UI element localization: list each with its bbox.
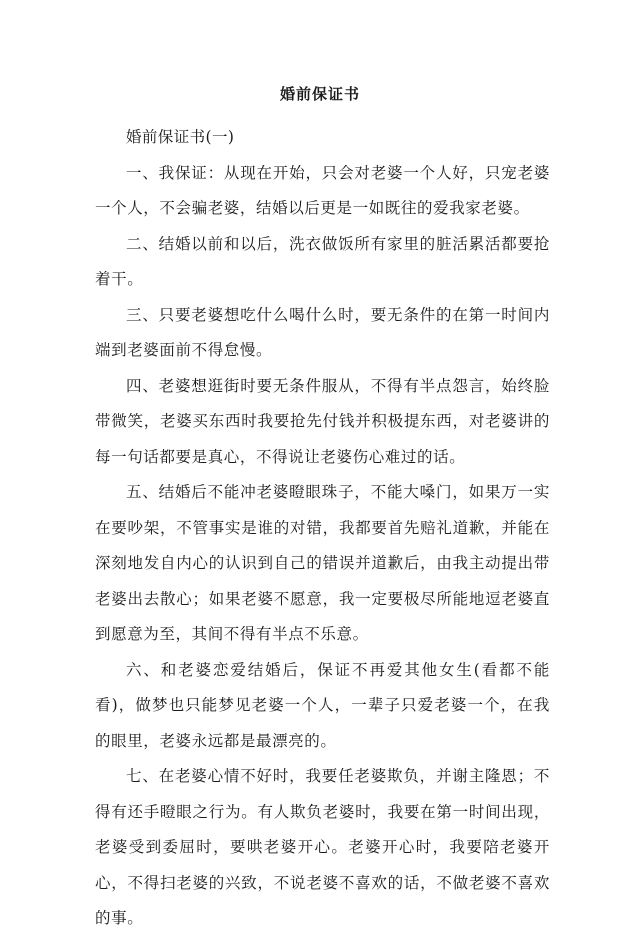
paragraph-5: 五、结婚后不能冲老婆瞪眼珠子，不能大嗓门，如果万一实在要吵架，不管事实是谁的对错，我都要首先赔礼道歉，并能在深刻地发自内心的认识到自己的错误并道歉后，由我主动提出带老婆出去散心；如果老婆不愿意，我一定要极尽所能地逗老婆直到愿意为至，其间不得有半点不乐意。 <box>95 483 550 643</box>
document-body <box>95 120 550 937</box>
paragraph-6: 六、和老婆恋爱结婚后，保证不再爱其他女生(看都不能看)，做梦也只能梦见老婆一个人，一辈子只爱老婆一个，在我的眼里，老婆永远都是最漂亮的。 <box>95 660 550 750</box>
document-title: 婚前保证书 <box>279 85 360 103</box>
paragraph-4: 四、老婆想逛街时要无条件服从，不得有半点怨言，始终脸带微笑，老婆买东西时我要抢先付钱并积极提东西，对老婆讲的每一句话都要是真心，不得说让老婆伤心难过的话。 <box>95 376 550 466</box>
paragraph-2: 二、结婚以前和以后，洗衣做饭所有家里的脏活累活都要抢着干。 <box>95 234 550 288</box>
section-subtitle: 婚前保证书(一) <box>126 128 235 146</box>
paragraph-3: 三、只要老婆想吃什么喝什么时，要无条件的在第一时间内端到老婆面前不得怠慢。 <box>95 305 550 359</box>
paragraph-1: 一、我保证：从现在开始，只会对老婆一个人好，只宠老婆一个人，不会骗老婆，结婚以后更是一如既往的爱我家老婆。 <box>95 163 550 217</box>
paragraph-7: 七、在老婆心情不好时，我要任老婆欺负，并谢主隆恩；不得有还手瞪眼之行为。有人欺负老婆时，我要在第一时间出现，老婆受到委屈时，要哄老婆开心。老婆开心时，我要陪老婆开心，不得扫老婆的兴致，不说老婆不喜欢的话，不做老婆不喜欢的事。 <box>95 767 550 927</box>
